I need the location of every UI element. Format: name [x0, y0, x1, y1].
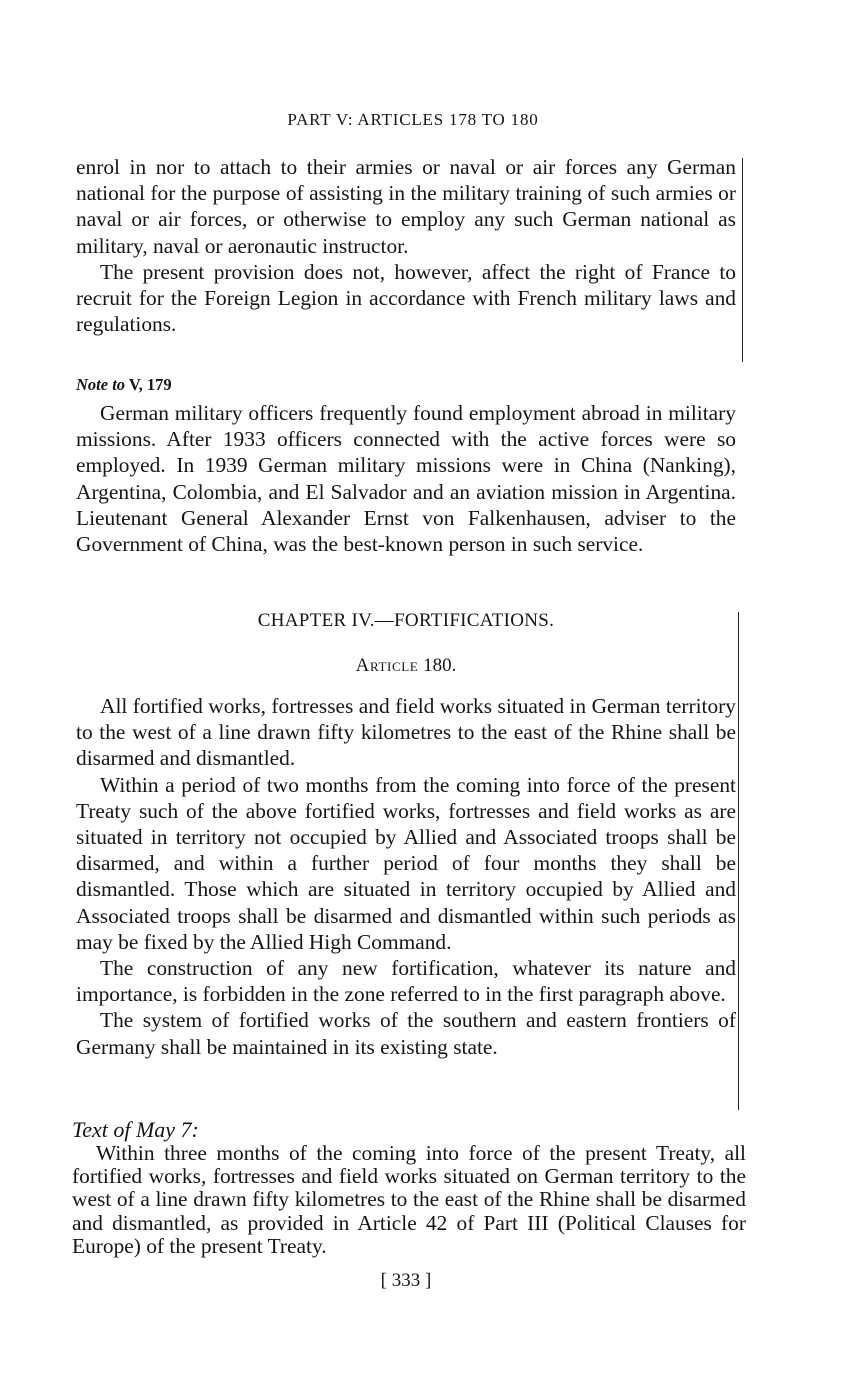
- text-of-may7-body: [72, 1142, 746, 1258]
- running-head: PART V: ARTICLES 178 TO 180: [287, 110, 539, 129]
- note-label-prefix: Note to: [76, 375, 126, 394]
- note-body: [76, 400, 736, 557]
- note-paragraph: German military officers frequently found employment abroad in military missions. After 1933 officers connected with the active forces were so employed. In 1939 German military missions were in China (Nanking), Argentina, Colombia, and El Salvador and an aviation mission in Argentina. Lieutenant General Alexander Ernst von Falkenhausen, adviser to the Government of China, was the best-known person in such service.: [76, 401, 736, 557]
- article-word: Article: [355, 655, 419, 676]
- article-paragraph: The system of fortified works of the southern and eastern frontiers of Germany shall be maintained in its existing state.: [76, 1008, 736, 1059]
- text-of-may7-label: Text of May 7:: [72, 1117, 199, 1142]
- treaty-continuation: [76, 154, 736, 337]
- note-label-reference: V, 179: [128, 375, 172, 394]
- article-text-rule: [738, 612, 739, 1110]
- treaty-paragraph: The present provision does not, however, affect the right of France to recruit for the Foreign Legion in accordance with French military laws and regulations.: [76, 259, 736, 337]
- article-180-body: [76, 693, 736, 1060]
- text-of-may7-paragraph: Within three months of the coming into force of the present Treaty, all fortified works, fortresses and field works situated on German territory to the west of a line drawn fifty kilometres to the east of the Rhine shall be disarmed and dismantled, as provided in Article 42 of Part III (Political Clauses for Europe) of the present Treaty.: [72, 1141, 746, 1258]
- article-paragraph: All fortified works, fortresses and field works situated in German territory to the west of a line drawn fifty kilometres to the east of the Rhine shall be disarmed and dismantled.: [76, 694, 736, 771]
- page-number: [ 333 ]: [380, 1270, 432, 1291]
- article-number: 180.: [423, 655, 457, 676]
- chapter-heading: CHAPTER IV.—FORTIFICATIONS.: [257, 610, 555, 631]
- note-label: [76, 375, 172, 395]
- article-paragraph: The construction of any new fortification, whatever its nature and importance, is forbidden in the zone referred to in the first paragraph above.: [76, 956, 736, 1007]
- article-paragraph: Within a period of two months from the coming into force of the present Treaty such of the above fortified works, fortresses and field works as are situated in territory not occupied by Allied and Associated troops shall be disarmed, and within a further period of four months they shall be dismantled. Those which are situated in territory occupied by Allied and Associated troops shall be disarmed and dismantled within such periods as may be fixed by the Allied High Command.: [76, 772, 736, 954]
- treaty-text-rule: [742, 158, 743, 362]
- article-heading: [76, 655, 736, 677]
- treaty-paragraph: enrol in nor to attach to their armies or naval or air forces any German national for the purpose of assisting in the military training of such armies or naval or air forces, or otherwise to employ any such German national as military, naval or aeronautic instructor.: [76, 155, 736, 258]
